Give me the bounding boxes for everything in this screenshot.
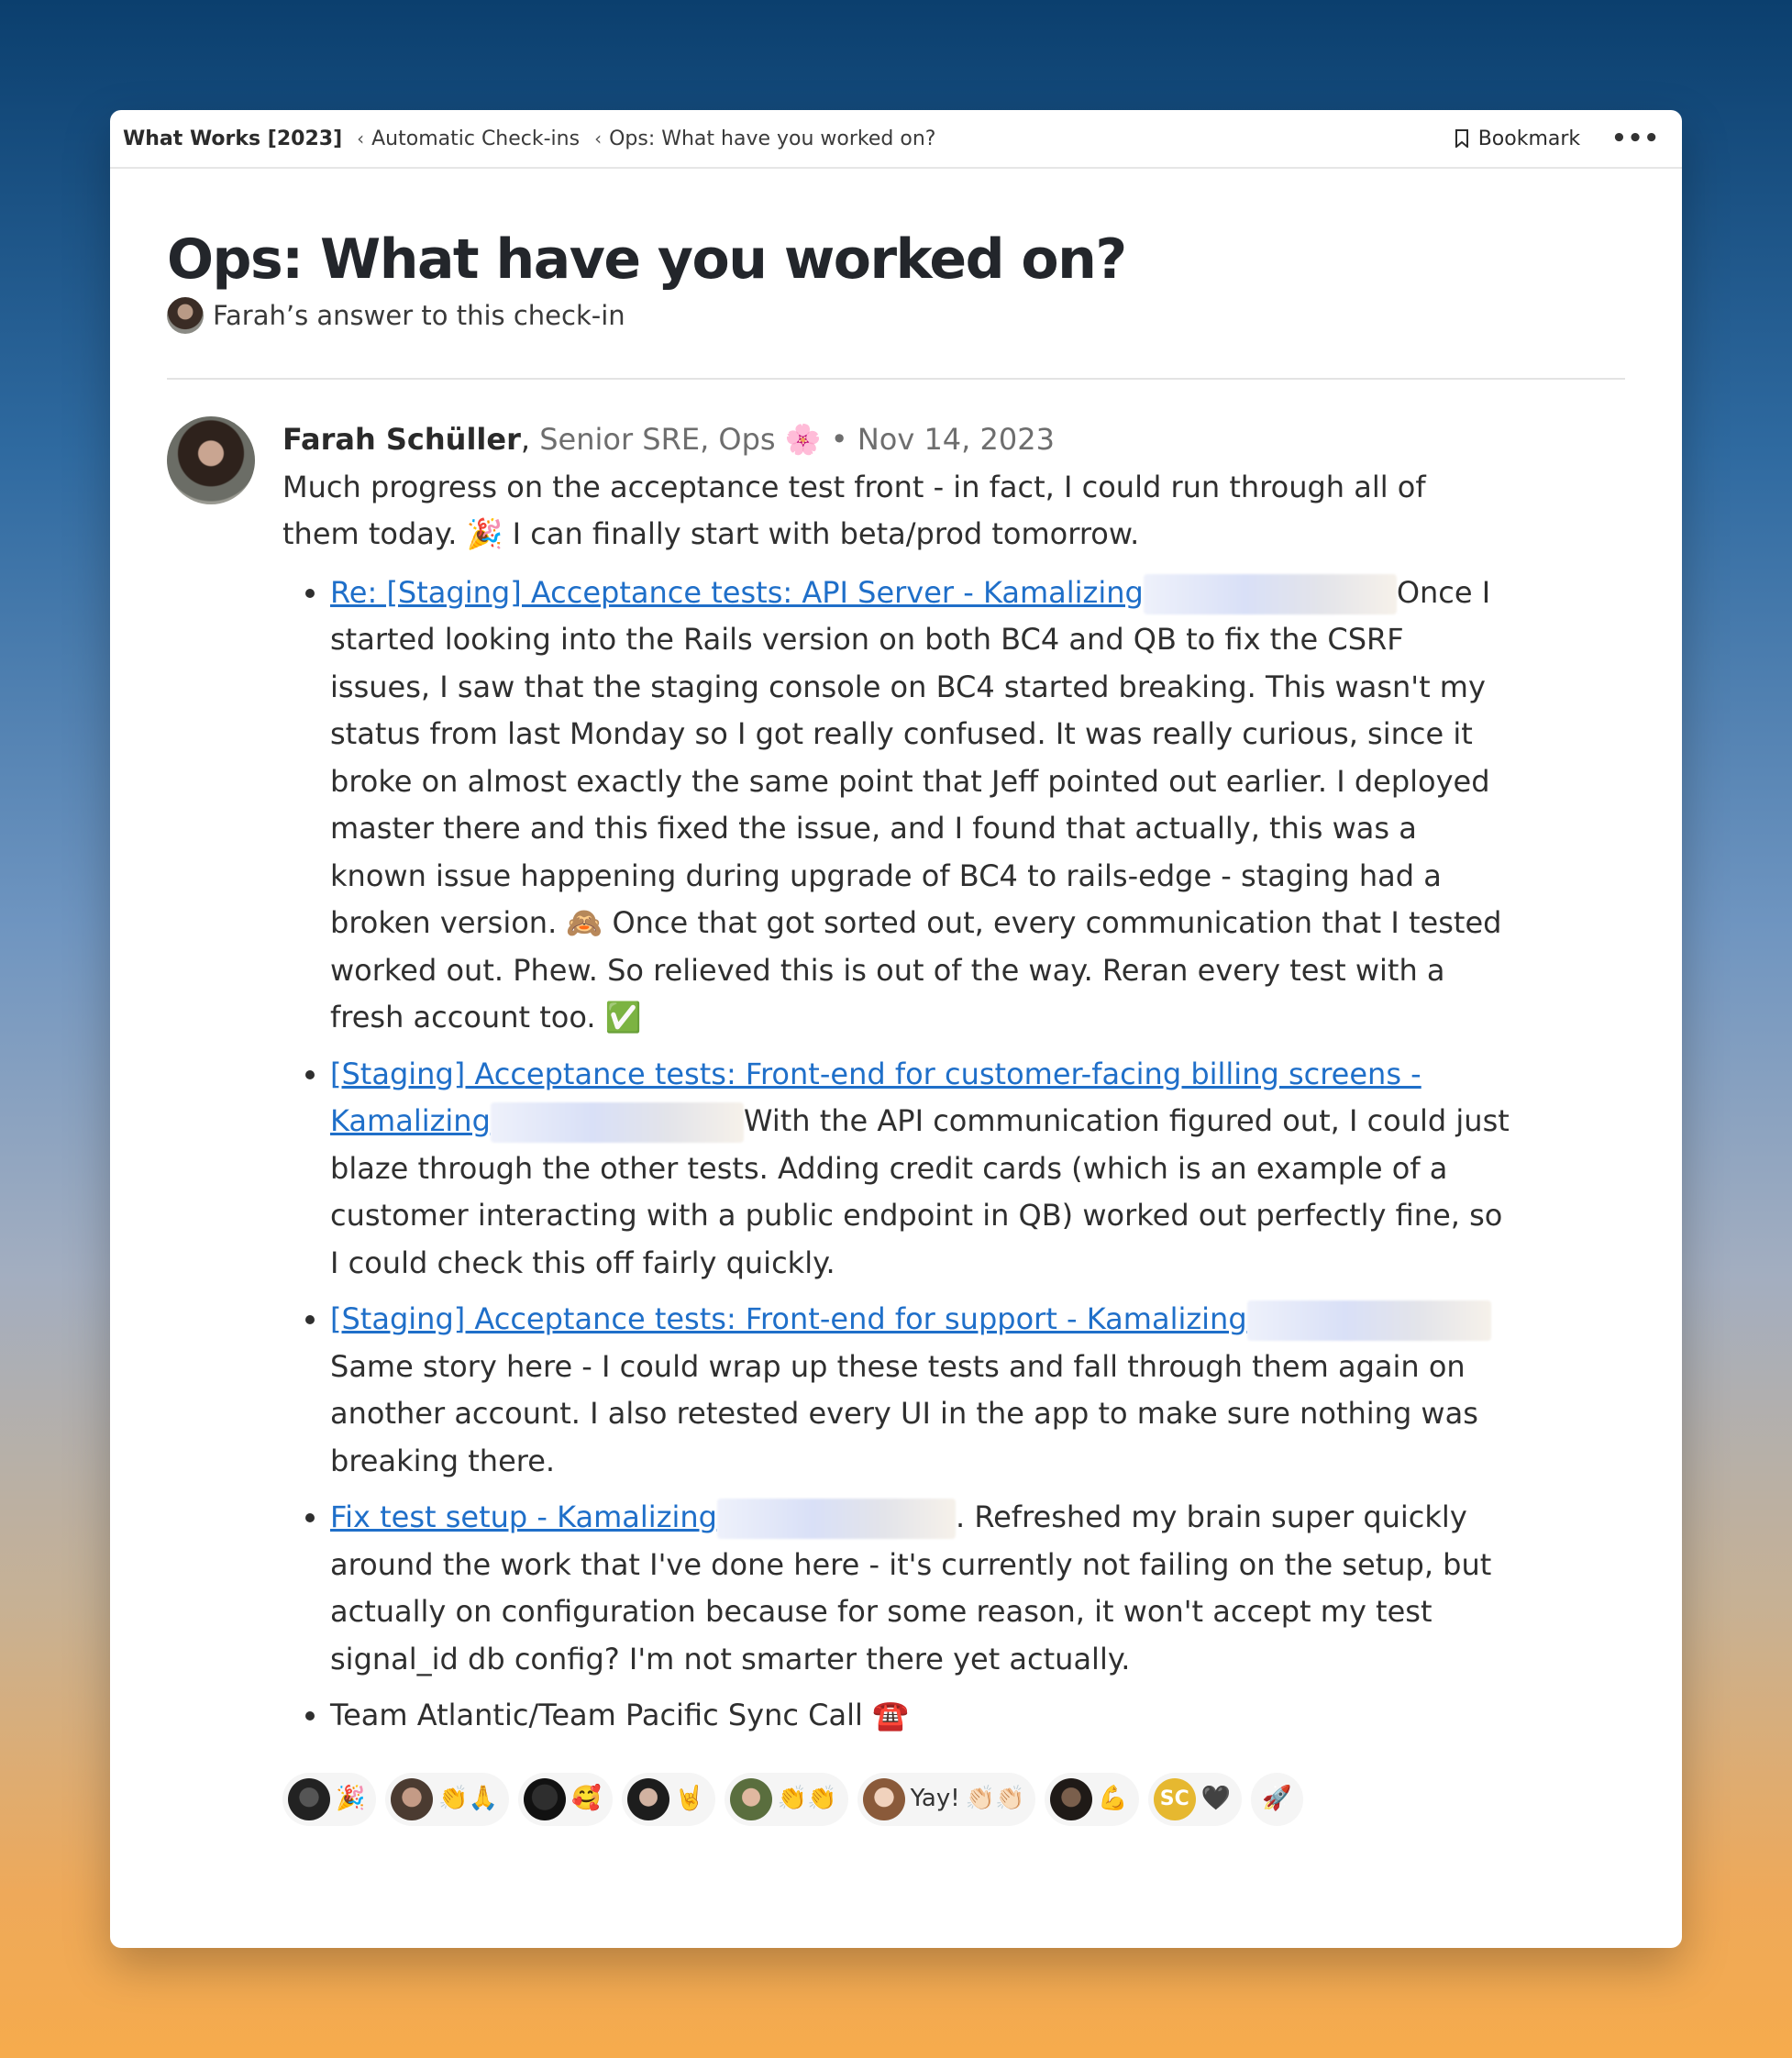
rocket-icon: 🚀 <box>1262 1784 1292 1812</box>
chevron-left-icon: ‹ <box>594 127 603 149</box>
avatar <box>391 1778 433 1820</box>
page-subtitle <box>167 297 1625 334</box>
reaction-emoji: 🎉 <box>336 1784 366 1812</box>
chevron-left-icon: ‹ <box>357 127 365 149</box>
answer-date[interactable]: Nov 14, 2023 <box>857 422 1055 457</box>
top-bar <box>110 110 1682 169</box>
author-avatar[interactable] <box>167 416 255 504</box>
bookmark-icon <box>1455 129 1469 148</box>
reaction-emoji: 🥰 <box>571 1784 602 1812</box>
more-horizontal-icon[interactable]: ••• <box>1611 125 1660 152</box>
reaction-label: Yay! <box>910 1784 960 1812</box>
avatar <box>288 1778 330 1820</box>
answer-list <box>282 570 1511 1740</box>
page-title: Ops: What have you worked on? <box>167 227 1126 292</box>
item-link[interactable]: [Staging] Acceptance tests: Front-end for support - Kamalizing <box>330 1301 1247 1336</box>
item-text: . Refreshed my brain super quickly around the work that I've done here - it's currently not failing on the setup, but actually on configuration because for some reason, it won't accept my test signal_id db config? I'm not smarter there yet actually. <box>330 1499 1492 1676</box>
avatar-initials: SC <box>1154 1778 1196 1820</box>
list-item <box>330 1494 1511 1683</box>
reaction[interactable] <box>725 1773 848 1826</box>
avatar <box>627 1778 669 1820</box>
redacted-blur <box>491 1102 744 1143</box>
avatar[interactable] <box>167 297 204 334</box>
reaction-emoji: 🤘 <box>674 1784 704 1812</box>
list-item <box>330 1692 1511 1740</box>
reaction[interactable] <box>518 1773 612 1826</box>
answer-meta: Farah Schüller, Senior SRE, Ops 🌸 • Nov 14, 2023 <box>282 422 1055 457</box>
reaction[interactable] <box>385 1773 509 1826</box>
answer-body <box>282 416 1511 1826</box>
reaction[interactable] <box>1045 1773 1138 1826</box>
reaction-emoji: 👏🏻👏🏻 <box>965 1784 1025 1812</box>
reactions-bar <box>282 1773 1511 1826</box>
reaction[interactable] <box>622 1773 715 1826</box>
author-role: Senior SRE, Ops 🌸 <box>539 422 822 457</box>
reaction[interactable] <box>1148 1773 1242 1826</box>
breadcrumb-item[interactable]: Automatic Check-ins <box>371 127 581 150</box>
item-link[interactable]: Re: [Staging] Acceptance tests: API Server - Kamalizing <box>330 574 1144 610</box>
reaction[interactable] <box>857 1773 1036 1826</box>
item-text: Same story here - I could wrap up these tests and fall through them again on another account. I also retested every UI in the app to make sure nothing was breaking there. <box>330 1348 1478 1478</box>
breadcrumb-root[interactable]: What Works [2023] <box>123 127 343 150</box>
list-item <box>330 1051 1511 1288</box>
add-boost-button[interactable] <box>1251 1773 1302 1826</box>
answer-intro: Much progress on the acceptance test front - in fact, I could run through all of them today. 🎉 I can finally start with beta/prod tomorrow. <box>282 469 1426 551</box>
item-text: Team Atlantic/Team Pacific Sync Call ☎️ <box>330 1698 909 1732</box>
avatar <box>1050 1778 1092 1820</box>
item-text: Once I started looking into the Rails version on both BC4 and QB to fix the CSRF issues, I saw that the staging console on BC4 started breaking. This wasn't my status from last Monday so I got really confused. It was really curious, since it broke on almost exactly the same point that Jeff pointed out earlier. I deployed master there and this fixed the issue, and I found that actually, this was a known issue happening during upgrade of BC4 to rails-edge - staging had a broken version. 🙈 Once that got sorted out, every communication that I tested worked out. Phew. So relieved this is out of the way. Reran every test with a fresh account too. ✅ <box>330 574 1502 1035</box>
item-text: With the API communication figured out, I could just blaze through the other tests. Adding credit cards (which is an example of a customer interacting with a public endpoint in QB) worked out perfectly fine, so I could check this off fairly quickly. <box>330 1103 1510 1280</box>
reaction-emoji: 🖤 <box>1200 1784 1232 1812</box>
avatar <box>730 1778 772 1820</box>
avatar <box>524 1778 566 1820</box>
avatar <box>863 1778 905 1820</box>
list-item <box>330 1296 1511 1485</box>
subtitle-text: Farah’s answer to this check-in <box>213 300 625 331</box>
item-link[interactable]: [Staging] Acceptance tests: Front-end for customer-facing billing screens - Kamalizing <box>330 1056 1421 1138</box>
reaction[interactable] <box>282 1773 376 1826</box>
reaction-emoji: 👏🙏 <box>438 1784 499 1812</box>
reaction-emoji: 👏👏 <box>777 1784 837 1812</box>
redacted-blur <box>717 1499 956 1539</box>
app-window <box>110 110 1682 1948</box>
redacted-blur <box>1247 1300 1491 1341</box>
list-item <box>330 570 1511 1042</box>
breadcrumb-item[interactable]: Ops: What have you worked on? <box>609 127 936 150</box>
checkin-answer <box>167 416 1625 1826</box>
reaction-emoji: 💪 <box>1098 1784 1128 1812</box>
main-content <box>167 167 1625 1826</box>
author-name[interactable]: Farah Schüller <box>282 422 521 457</box>
divider <box>167 378 1625 380</box>
bookmark-button[interactable] <box>1455 127 1580 150</box>
redacted-blur <box>1144 574 1397 614</box>
item-link[interactable]: Fix test setup - Kamalizing <box>330 1499 717 1534</box>
bookmark-label: Bookmark <box>1477 127 1581 150</box>
